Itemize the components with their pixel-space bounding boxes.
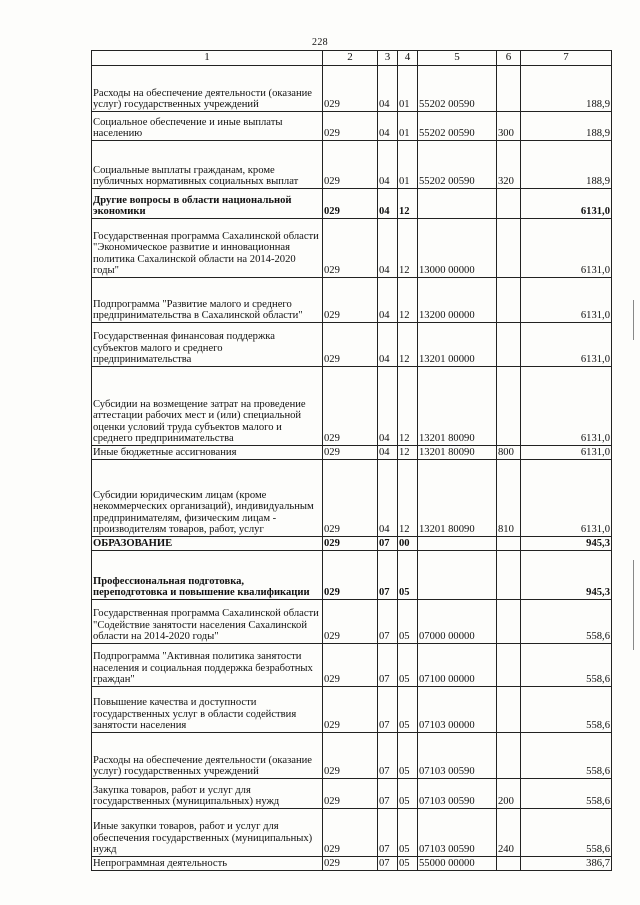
row-code-expense-type bbox=[497, 219, 521, 278]
table-row bbox=[92, 857, 612, 871]
row-code-expense-type bbox=[497, 733, 521, 779]
table-row bbox=[92, 141, 612, 189]
row-code-admin: 029 bbox=[323, 809, 378, 857]
column-header: 5 bbox=[418, 51, 497, 66]
row-code-admin: 029 bbox=[323, 446, 378, 460]
row-code-section: 04 bbox=[378, 141, 398, 189]
row-amount: 558,6 bbox=[521, 779, 612, 809]
row-code-section: 04 bbox=[378, 460, 398, 537]
row-code-subsection: 12 bbox=[398, 219, 418, 278]
row-amount: 558,6 bbox=[521, 687, 612, 733]
row-code-target: 13201 80090 bbox=[418, 446, 497, 460]
row-code-subsection: 05 bbox=[398, 779, 418, 809]
row-code-target: 07000 00000 bbox=[418, 600, 497, 644]
row-code-target: 07103 00000 bbox=[418, 687, 497, 733]
row-code-section: 07 bbox=[378, 551, 398, 600]
row-code-admin: 029 bbox=[323, 66, 378, 112]
row-amount: 6131,0 bbox=[521, 323, 612, 367]
row-amount: 558,6 bbox=[521, 809, 612, 857]
row-code-target: 07100 00000 bbox=[418, 644, 497, 687]
row-code-subsection: 01 bbox=[398, 66, 418, 112]
row-code-subsection: 05 bbox=[398, 600, 418, 644]
row-code-target bbox=[418, 189, 497, 219]
table-row bbox=[92, 687, 612, 733]
row-amount: 945,3 bbox=[521, 537, 612, 551]
table-row bbox=[92, 600, 612, 644]
row-amount: 6131,0 bbox=[521, 446, 612, 460]
row-code-target: 13000 00000 bbox=[418, 219, 497, 278]
row-description: Подпрограмма "Развитие малого и среднего предпринимательства в Сахалинской области" bbox=[92, 278, 323, 323]
row-code-admin: 029 bbox=[323, 278, 378, 323]
row-description: Подпрограмма "Активная политика занятости населения и социальная поддержка безработных граждан" bbox=[92, 644, 323, 687]
row-code-admin: 029 bbox=[323, 141, 378, 189]
row-description: Расходы на обеспечение деятельности (оказание услуг) государственных учреждений bbox=[92, 66, 323, 112]
row-code-target: 13201 80090 bbox=[418, 460, 497, 537]
row-code-admin: 029 bbox=[323, 189, 378, 219]
row-code-admin: 029 bbox=[323, 779, 378, 809]
row-description: Субсидии юридическим лицам (кроме некоммерческих организаций), индивидуальным предпринимателям, физическим лицам - производителям товаров, работ, услуг bbox=[92, 460, 323, 537]
row-code-expense-type: 320 bbox=[497, 141, 521, 189]
row-description: Государственная программа Сахалинской области "Содействие занятости населения Сахалинской области на 2014-2020 годы" bbox=[92, 600, 323, 644]
row-code-section: 07 bbox=[378, 809, 398, 857]
row-code-section: 04 bbox=[378, 219, 398, 278]
row-code-admin: 029 bbox=[323, 644, 378, 687]
column-header: 3 bbox=[378, 51, 398, 66]
row-code-expense-type bbox=[497, 278, 521, 323]
table-row bbox=[92, 537, 612, 551]
row-description: Другие вопросы в области национальной экономики bbox=[92, 189, 323, 219]
row-description: Социальные выплаты гражданам, кроме публичных нормативных социальных выплат bbox=[92, 141, 323, 189]
row-code-section: 07 bbox=[378, 687, 398, 733]
table-row bbox=[92, 189, 612, 219]
row-description: Иные бюджетные ассигнования bbox=[92, 446, 323, 460]
table-row bbox=[92, 112, 612, 141]
row-code-section: 04 bbox=[378, 112, 398, 141]
row-code-target: 55202 00590 bbox=[418, 112, 497, 141]
scan-edge-mark bbox=[633, 560, 634, 650]
row-description: Расходы на обеспечение деятельности (оказание услуг) государственных учреждений bbox=[92, 733, 323, 779]
row-code-subsection: 05 bbox=[398, 551, 418, 600]
row-code-subsection: 05 bbox=[398, 687, 418, 733]
row-code-section: 04 bbox=[378, 278, 398, 323]
row-code-section: 07 bbox=[378, 537, 398, 551]
scan-edge-mark bbox=[633, 300, 634, 340]
row-code-expense-type bbox=[497, 644, 521, 687]
row-code-section: 07 bbox=[378, 733, 398, 779]
row-code-section: 04 bbox=[378, 66, 398, 112]
table-row bbox=[92, 460, 612, 537]
row-code-expense-type: 240 bbox=[497, 809, 521, 857]
row-amount: 6131,0 bbox=[521, 278, 612, 323]
row-code-subsection: 01 bbox=[398, 112, 418, 141]
column-header: 1 bbox=[92, 51, 323, 66]
column-header: 4 bbox=[398, 51, 418, 66]
row-amount: 558,6 bbox=[521, 600, 612, 644]
row-code-target: 13200 00000 bbox=[418, 278, 497, 323]
table-row bbox=[92, 446, 612, 460]
row-amount: 386,7 bbox=[521, 857, 612, 871]
row-code-subsection: 12 bbox=[398, 189, 418, 219]
row-amount: 188,9 bbox=[521, 66, 612, 112]
row-code-target: 07103 00590 bbox=[418, 733, 497, 779]
row-code-target bbox=[418, 537, 497, 551]
row-amount: 945,3 bbox=[521, 551, 612, 600]
row-code-subsection: 05 bbox=[398, 644, 418, 687]
row-code-subsection: 12 bbox=[398, 367, 418, 446]
row-code-admin: 029 bbox=[323, 687, 378, 733]
table-row bbox=[92, 644, 612, 687]
row-code-subsection: 05 bbox=[398, 733, 418, 779]
row-code-expense-type bbox=[497, 551, 521, 600]
row-code-section: 04 bbox=[378, 367, 398, 446]
row-amount: 558,6 bbox=[521, 644, 612, 687]
table-row bbox=[92, 551, 612, 600]
row-code-admin: 029 bbox=[323, 323, 378, 367]
table-row bbox=[92, 66, 612, 112]
row-code-expense-type bbox=[497, 367, 521, 446]
row-code-target: 07103 00590 bbox=[418, 809, 497, 857]
page-number: 228 bbox=[312, 37, 328, 48]
row-code-expense-type bbox=[497, 537, 521, 551]
row-description: Государственная программа Сахалинской области "Экономическое развитие и инновационная политика Сахалинской области на 2014-2020 годы" bbox=[92, 219, 323, 278]
table-row bbox=[92, 733, 612, 779]
column-header: 6 bbox=[497, 51, 521, 66]
table-row bbox=[92, 779, 612, 809]
row-code-section: 04 bbox=[378, 189, 398, 219]
row-code-expense-type: 200 bbox=[497, 779, 521, 809]
row-code-expense-type bbox=[497, 600, 521, 644]
row-code-expense-type bbox=[497, 857, 521, 871]
row-code-section: 07 bbox=[378, 600, 398, 644]
row-code-admin: 029 bbox=[323, 367, 378, 446]
table-row bbox=[92, 278, 612, 323]
column-header: 7 bbox=[521, 51, 612, 66]
row-description: Профессиональная подготовка, переподготовка и повышение квалификации bbox=[92, 551, 323, 600]
row-code-expense-type bbox=[497, 323, 521, 367]
table-row bbox=[92, 323, 612, 367]
row-code-subsection: 05 bbox=[398, 857, 418, 871]
table-row bbox=[92, 367, 612, 446]
row-amount: 6131,0 bbox=[521, 189, 612, 219]
row-code-target: 55202 00590 bbox=[418, 141, 497, 189]
row-code-admin: 029 bbox=[323, 537, 378, 551]
row-code-subsection: 00 bbox=[398, 537, 418, 551]
row-code-expense-type: 810 bbox=[497, 460, 521, 537]
row-code-subsection: 12 bbox=[398, 446, 418, 460]
row-code-target: 07103 00590 bbox=[418, 779, 497, 809]
row-description: ОБРАЗОВАНИЕ bbox=[92, 537, 323, 551]
row-code-admin: 029 bbox=[323, 600, 378, 644]
row-amount: 558,6 bbox=[521, 733, 612, 779]
row-code-admin: 029 bbox=[323, 857, 378, 871]
row-code-admin: 029 bbox=[323, 460, 378, 537]
row-code-target: 55000 00000 bbox=[418, 857, 497, 871]
table-row bbox=[92, 219, 612, 278]
table-row bbox=[92, 809, 612, 857]
row-code-subsection: 12 bbox=[398, 323, 418, 367]
row-code-target: 13201 00000 bbox=[418, 323, 497, 367]
row-code-admin: 029 bbox=[323, 112, 378, 141]
column-header: 2 bbox=[323, 51, 378, 66]
row-amount: 188,9 bbox=[521, 141, 612, 189]
row-amount: 188,9 bbox=[521, 112, 612, 141]
row-code-subsection: 05 bbox=[398, 809, 418, 857]
row-description: Государственная финансовая поддержка субъектов малого и среднего предпринимательства bbox=[92, 323, 323, 367]
row-code-target bbox=[418, 551, 497, 600]
row-description: Субсидии на возмещение затрат на проведение аттестации рабочих мест и (или) специальной оценки условий труда субъектов малого и среднего предпринимательства bbox=[92, 367, 323, 446]
row-code-expense-type: 300 bbox=[497, 112, 521, 141]
row-code-expense-type: 800 bbox=[497, 446, 521, 460]
table-header-row bbox=[92, 51, 612, 66]
row-code-admin: 029 bbox=[323, 219, 378, 278]
row-code-subsection: 12 bbox=[398, 460, 418, 537]
row-code-target: 13201 80090 bbox=[418, 367, 497, 446]
row-description: Непрограммная деятельность bbox=[92, 857, 323, 871]
row-code-expense-type bbox=[497, 687, 521, 733]
row-description: Иные закупки товаров, работ и услуг для обеспечения государственных (муниципальных) нужд bbox=[92, 809, 323, 857]
row-code-section: 07 bbox=[378, 857, 398, 871]
row-code-section: 07 bbox=[378, 779, 398, 809]
row-code-section: 07 bbox=[378, 644, 398, 687]
row-code-expense-type bbox=[497, 66, 521, 112]
row-amount: 6131,0 bbox=[521, 219, 612, 278]
row-code-subsection: 01 bbox=[398, 141, 418, 189]
row-code-admin: 029 bbox=[323, 551, 378, 600]
row-code-expense-type bbox=[497, 189, 521, 219]
row-amount: 6131,0 bbox=[521, 367, 612, 446]
row-amount: 6131,0 bbox=[521, 460, 612, 537]
budget-table bbox=[91, 50, 612, 871]
row-code-subsection: 12 bbox=[398, 278, 418, 323]
row-code-section: 04 bbox=[378, 446, 398, 460]
row-code-section: 04 bbox=[378, 323, 398, 367]
row-code-admin: 029 bbox=[323, 733, 378, 779]
row-code-target: 55202 00590 bbox=[418, 66, 497, 112]
row-description: Повышение качества и доступности государственных услуг в области содействия занятости населения bbox=[92, 687, 323, 733]
row-description: Социальное обеспечение и иные выплаты населению bbox=[92, 112, 323, 141]
row-description: Закупка товаров, работ и услуг для государственных (муниципальных) нужд bbox=[92, 779, 323, 809]
